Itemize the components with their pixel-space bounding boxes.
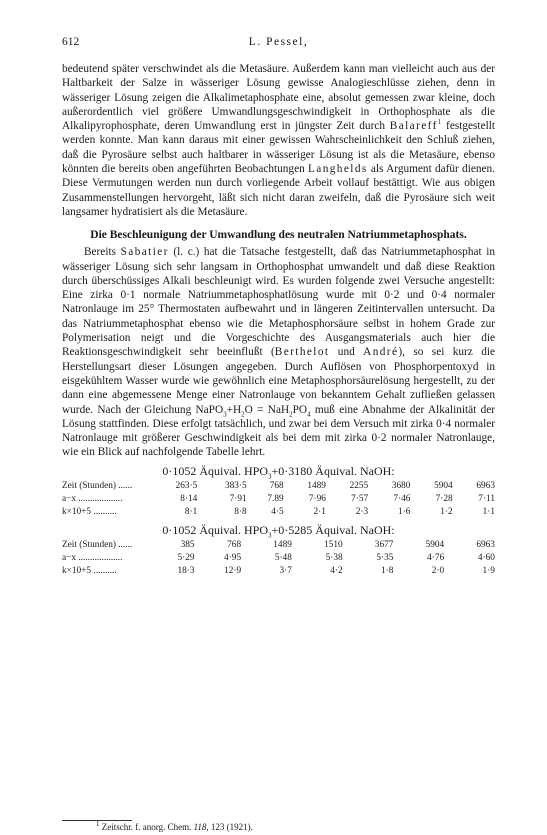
table-row [62,565,495,578]
paragraph-1 [62,62,495,219]
table-cell: 4·95 [224,552,242,563]
table-cell: 1·9 [482,565,495,576]
data-table-1 [62,480,495,519]
table2-caption: 0·1052 Äquival. $HPO_3+0\cdot 5285$ Äquival. NaOH: [162,522,395,540]
table-cell: 768 [227,539,242,550]
table-cell: 12·9 [224,565,242,576]
table-cell: 8·8 [234,506,247,517]
table-cell: 6963 [476,480,495,491]
table-cell: 385 [180,539,195,550]
table-cell: 1·8 [380,565,394,576]
table-cell: 1489 [273,539,292,550]
page-header [62,36,495,52]
table-cell: 5904 [425,539,445,550]
row-label: k×10+5 .......... [62,565,117,576]
section-heading: Die Beschleunigung der Umwandlung des neutralen Natriummetaphosphats. [90,229,467,242]
table-cell: 7.89 [267,493,284,504]
body-text [62,62,495,578]
table-cell: 7·28 [435,493,453,504]
footnote-ref: 1 [437,118,442,127]
table-cell: 768 [269,480,284,491]
table-row [62,506,495,519]
table-cell: 3·7 [279,565,292,576]
para1-text-c: als Argument dafür dienen. Diese Vermutungen werden nun durch vorliegende Arbeit vollauf bestättigt. Wie aus obigen Zusammenstellungen hervorgeht, läßt sich nicht daran zweifeln, daß die Pyrosäure sich weit langsamer hydratisiert als die Metasäure. [62,163,495,218]
table-cell: 1·6 [398,506,411,517]
row-label: Zeit (Stunden) ...... [62,539,133,550]
author-sabatier: Sabatier [120,246,169,259]
table-cell: 1·1 [482,506,495,517]
table-cell: 7·46 [393,493,411,504]
table-cell: 4·60 [477,552,495,563]
table-cell: 4·2 [330,565,343,576]
table-cell: 4·76 [427,552,445,563]
para2-text-d: ), so sei kurz die Herstellungsart dieser Lösungen angegeben. Durch Auflösen von Phosphorpentoxyd in eisgekühltem Wasser wurde wie gewöhnlich eine Metaphosphorsäurelösung hergestellt, zu der dann eine abgemessene Menge einer Natronlauge von bekanntem Gehalt zufließen gelassen wurde. Nach der Gleichung [62,346,495,416]
table-row [62,493,495,506]
data-table-2 [62,539,495,578]
para2-text-c: und [329,346,364,359]
author-langheld: Langhelds [308,163,368,176]
table-row [62,539,495,552]
table-cell: 7·91 [229,493,247,504]
table-cell: 18·3 [177,565,195,576]
table-cell: 4·5 [271,506,284,517]
table-cell: 2·3 [355,506,369,517]
table-cell: 7·96 [308,493,326,504]
para2-text-a: Bereits [84,246,121,259]
table-cell: 263·5 [175,480,198,491]
page-number: 612 [62,36,80,48]
footnote: $^1$ Zeitschr. f. anorg. Chem. 118, 123 (1921). [96,820,253,832]
row-label: a−x ................... [62,493,123,504]
table-cell: 5·48 [274,552,292,563]
author-balareff: Balareff [389,120,438,133]
row-label: a−x ................... [62,552,123,563]
table-cell: 2·1 [313,506,326,517]
table-cell: 5·35 [376,552,394,563]
table-cell: 7·57 [351,493,369,504]
table-cell: 5·29 [177,552,195,563]
paragraph-2 [62,245,495,459]
table-cell: 8·1 [184,506,198,517]
author-andre: André [363,346,399,359]
table-cell: 5904 [434,480,453,491]
table-cell: 1510 [324,539,343,550]
table-cell: 1489 [307,480,326,491]
table-cell: 3677 [374,539,394,550]
table-cell: 6963 [476,539,495,550]
para2-text-e: muß eine Abnahme der Alkalinität der Lösung stattfinden. Diese erfolgt tatsächlich, und zwar bei dem Versuch mit zirka 0·4 normaler Natronlauge mit größerer Geschwindigkeit als bei dem mit zirka 0·2 normaler Natronlauge, wie ein Blick auf nachfolgende Tabelle lehrt. [62,403,495,459]
table-cell: 2255 [349,480,369,491]
table-cell: 1·2 [440,506,453,517]
running-head: L. Pessel, [248,36,309,48]
table-cell: 3680 [391,480,411,491]
table-row [62,552,495,565]
para1-text-b: festgestellt werden konnte. Man kann daraus mit einer gewissen Wahrscheinlichkeit den Schluß ziehen, daß die Pyrosäure selbst auch haltbarer in wässeriger Lösung ist als die Metasäure, ebenso könnten die bereits oben angeführten Beobachtungen [62,120,495,176]
row-label: Zeit (Stunden) ...... [62,480,133,491]
table-cell: 383·5 [224,480,247,491]
table-cell: 8·14 [180,493,198,504]
equation: $NaPO_3+H_2O = NaH_2PO_4$ [195,403,311,418]
table-row [62,480,495,493]
table-cell: 7·11 [478,493,495,504]
table1-caption: 0·1052 Äquival. $HPO_3+0\cdot 3180$ Äquival. NaOH: [162,463,395,481]
table-cell: 5·38 [325,552,343,563]
row-label: k×10+5 .......... [62,506,117,517]
author-berthelot: Berthelot [274,346,330,359]
para2-text-b: (l. c.) hat die Tatsache festgestellt, daß das Natriummetaphosphat in wässeriger Lösung sich sehr langsam in Orthophosphat umwandelt und daß diese Reaktion durch überschüssiges Alkali beschleunigt wird. Es wurden folgende zwei Versuche angestellt: Eine zirka 0·1 normale Natriummetaphosphatlösung wurde mit 0·2 und 0·4 normaler Natronlauge im 25° Thermostaten aufbewahrt und in längeren Zeitintervallen untersucht. Da das Natriummetaphosphat ebenso wie die Metaphosphorsäure selbst in hohem Grade zur Polymerisation neigt und die Vorgeschichte des Ausgangsmaterials auch hier die Reaktionsgeschwindigkeit sehr beeinflußt ( [62,246,495,359]
para1-text-a: bedeutend später verschwindet als die Metasäure. Außerdem kann man vielleicht auch aus der Haltbarkeit der Salze in wässeriger Lösung gewisse Analogieschlüsse ziehen, denn in wässeriger Lösung zeigen die Alkalimetaphosphate eine, absolut gemessen zwar kleine, doch außerordentlich viel größere Umwandlungsgeschwindigkeit in Orthophosphate als die Alkalipyrophosphate, deren Umwandlung erst in jüngster Zeit durch [62,63,495,133]
table-cell: 2·0 [431,565,445,576]
